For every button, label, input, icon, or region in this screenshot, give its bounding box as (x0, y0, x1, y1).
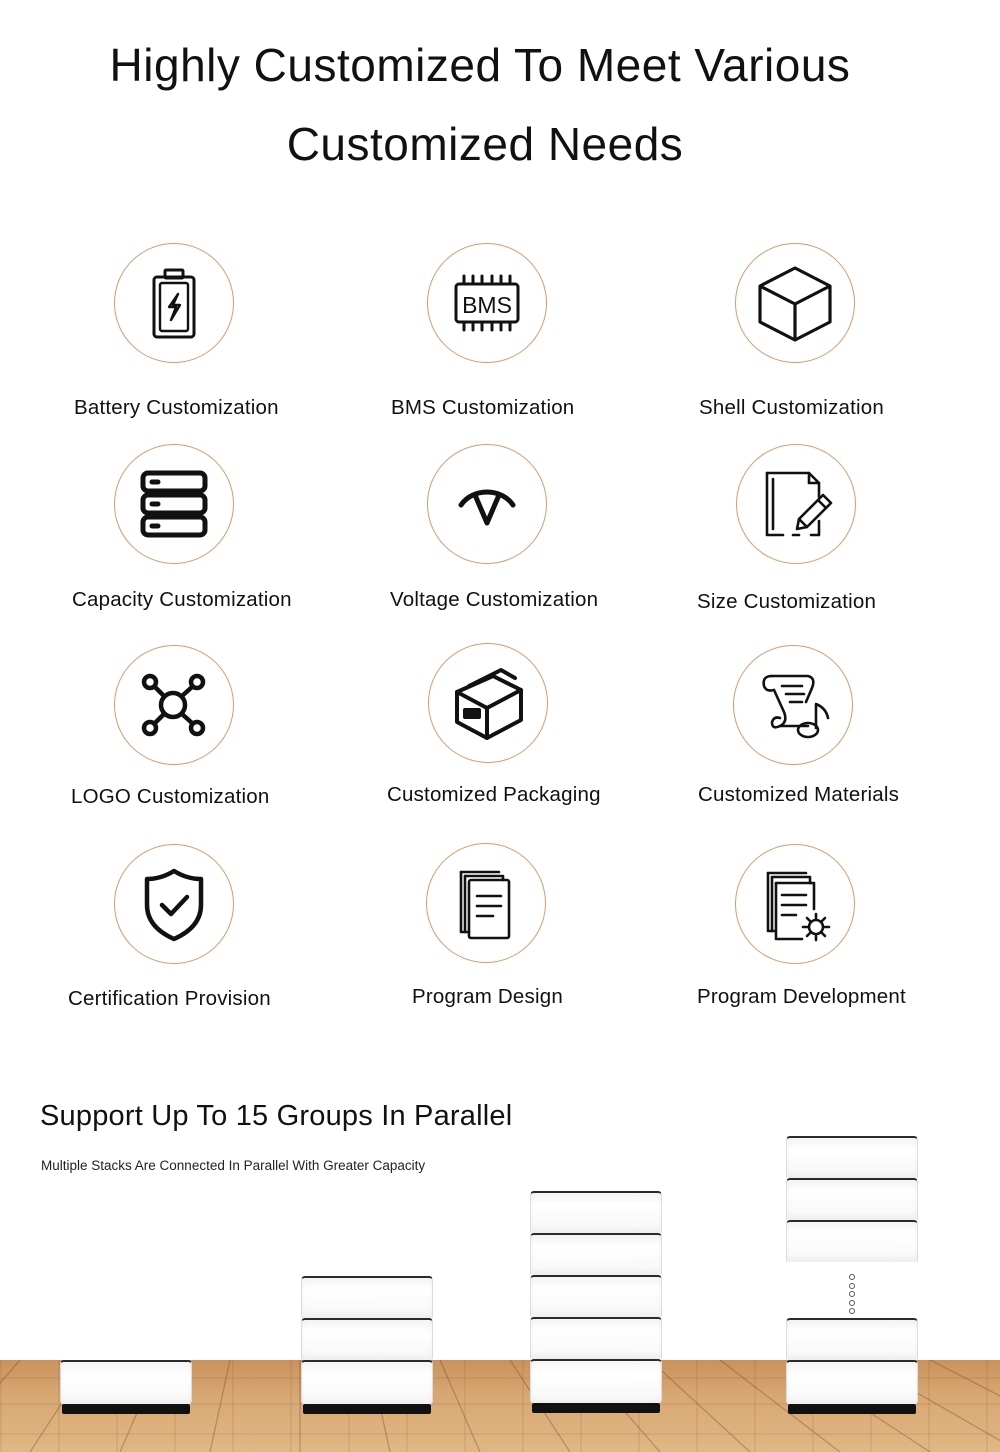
feature-label: Capacity Customization (72, 588, 292, 611)
feature-label: LOGO Customization (71, 785, 270, 808)
voltage-icon (427, 444, 547, 564)
feature-certification-provision (60, 842, 360, 1032)
battery-module (786, 1220, 918, 1262)
network-hub-icon (114, 645, 234, 765)
document-gear-icon (735, 844, 855, 964)
parallel-section-subtitle: Multiple Stacks Are Connected In Parallel With Greater Capacity (41, 1158, 426, 1173)
battery-module (301, 1276, 433, 1318)
parallel-section-title: Support Up To 15 Groups In Parallel (40, 1100, 513, 1132)
stack-base-foot (303, 1404, 431, 1414)
feature-customized-packaging (370, 642, 670, 832)
battery-module (530, 1359, 662, 1405)
page-title-line-1: Highly Customized To Meet Various (109, 39, 851, 91)
feature-voltage-customization (370, 442, 670, 632)
feature-label: Battery Customization (74, 396, 279, 419)
feature-label: Customized Packaging (387, 783, 601, 806)
battery-stack-3 (530, 1191, 662, 1418)
documents-icon (426, 843, 546, 963)
battery-module (530, 1233, 662, 1275)
battery-module (301, 1360, 433, 1406)
feature-label: Program Design (412, 985, 563, 1008)
page-title-line-2: Customized Needs (286, 118, 684, 170)
cube-icon (735, 243, 855, 363)
feature-capacity-customization (60, 442, 360, 632)
feature-size-customization (680, 442, 980, 632)
shield-check-icon (114, 844, 234, 964)
stack-base-foot (788, 1404, 916, 1414)
feature-label: Shell Customization (699, 396, 884, 419)
battery-stack-2 (301, 1276, 433, 1418)
battery-stack-4 (786, 1136, 918, 1418)
feature-shell-customization (680, 240, 980, 430)
battery-stack-1 (60, 1360, 192, 1418)
battery-module (530, 1317, 662, 1359)
feature-battery-customization (60, 240, 360, 430)
battery-module (786, 1360, 918, 1406)
feature-label: Size Customization (697, 590, 877, 613)
ellipsis-dots-icon (848, 1274, 856, 1317)
bms-chip-icon (427, 243, 547, 363)
feature-program-design (370, 842, 670, 1032)
feature-label: BMS Customization (391, 396, 575, 419)
feature-label: Certification Provision (68, 987, 271, 1010)
document-edit-icon (736, 444, 856, 564)
stack-base-foot (62, 1404, 190, 1414)
stack-base-foot (532, 1403, 660, 1413)
server-stack-icon (114, 444, 234, 564)
battery-module (786, 1178, 918, 1220)
package-box-icon (428, 643, 548, 763)
feature-customized-materials (680, 642, 980, 832)
battery-module (530, 1191, 662, 1233)
feature-program-development (680, 842, 980, 1032)
battery-module (786, 1136, 918, 1178)
feature-label: Program Development (697, 985, 906, 1008)
feature-label: Customized Materials (698, 783, 900, 806)
scroll-icon (733, 645, 853, 765)
battery-module (530, 1275, 662, 1317)
feature-label: Voltage Customization (390, 588, 599, 611)
battery-module (60, 1360, 192, 1406)
battery-module (786, 1318, 918, 1360)
battery-module (301, 1318, 433, 1360)
bms-chip-text: BMS (462, 292, 512, 318)
battery-icon (114, 243, 234, 363)
feature-bms-customization (370, 240, 670, 430)
feature-logo-customization (60, 642, 360, 832)
